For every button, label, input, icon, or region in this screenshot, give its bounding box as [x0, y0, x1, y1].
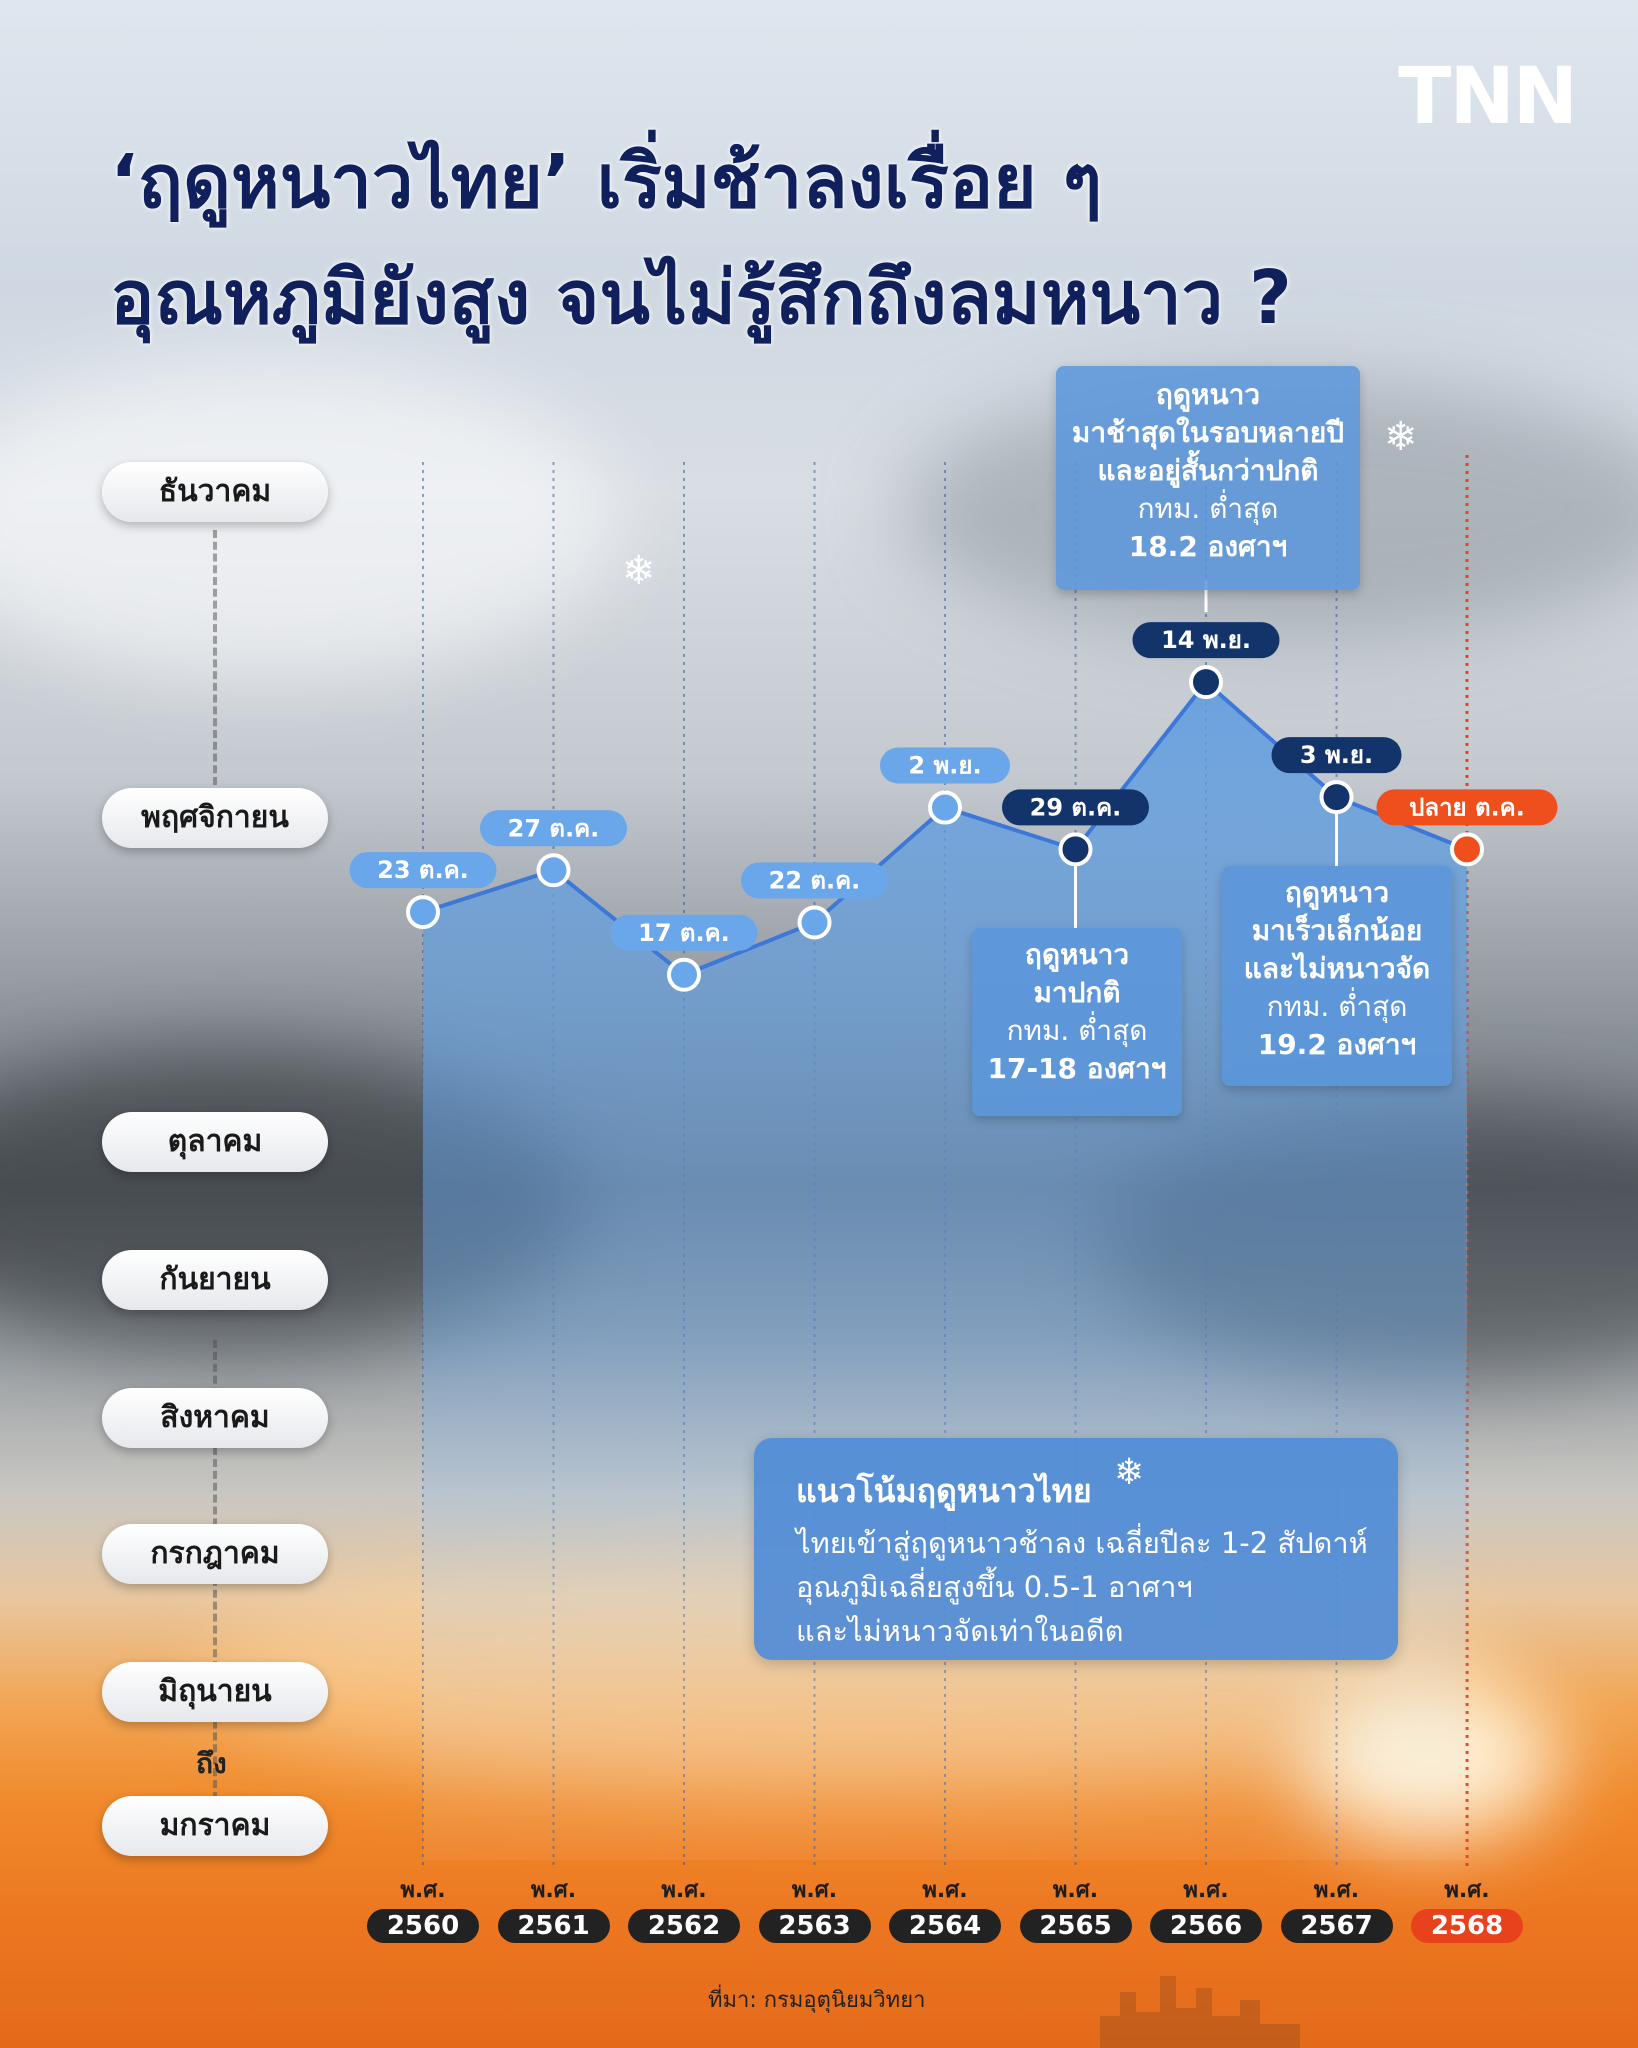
note-2566-line5: 18.2 องศาฯ — [1128, 530, 1288, 563]
note-2567-line3: และไม่หนาวจัด — [1243, 952, 1431, 985]
month-label-august: สิงหาคม — [102, 1388, 328, 1448]
note-2566-line4: กทม. ต่ำสุด — [1137, 492, 1279, 525]
source-credit: ที่มา: กรมอุตุนิยมวิทยา — [708, 1988, 926, 2013]
trend-line-3: และไม่หนาวจัดเท่าในอดีต — [796, 1614, 1124, 1648]
year-prefix: พ.ศ. — [661, 1878, 707, 1903]
year-value: 2565 — [1020, 1909, 1132, 1943]
data-point-2561 — [539, 855, 569, 885]
snowflake-icon: ❄ — [622, 548, 656, 594]
data-label-2567: 3 พ.ย. — [1299, 741, 1374, 770]
note-2566-line3: และอยู่สั้นกว่าปกติ — [1097, 454, 1319, 487]
month-label-july: กรกฎาคม — [102, 1524, 328, 1584]
data-label-2568: ปลาย ต.ค. — [1409, 793, 1525, 822]
note-2567-line4: กทม. ต่ำสุด — [1266, 990, 1408, 1023]
trend-title: แนวโน้มฤดูหนาวไทย — [796, 1472, 1092, 1510]
note-2566-line2: มาช้าสุดในรอบหลายปี — [1071, 416, 1345, 449]
note-2565-line1: ฤดูหนาว — [1024, 938, 1130, 971]
year-prefix: พ.ศ. — [922, 1878, 968, 1903]
note-2565-line2: มาปกติ — [1033, 976, 1121, 1009]
year-label-2566 — [1150, 1872, 1262, 1943]
note-2565 — [972, 928, 1182, 1116]
year-label-2560 — [367, 1872, 479, 1943]
year-prefix: พ.ศ. — [1444, 1878, 1490, 1903]
trend-line-1: ไทยเข้าสู่ฤดูหนาวช้าลง เฉลี่ยปีละ 1-2 สัปดาห์ — [796, 1526, 1368, 1560]
year-prefix: พ.ศ. — [1052, 1878, 1099, 1903]
year-label-2564 — [889, 1872, 1001, 1943]
month-label-december: ธันวาคม — [102, 462, 328, 522]
area-fill — [423, 682, 1467, 1860]
data-label-2565: 29 ต.ค. — [1029, 793, 1122, 822]
data-point-2566 — [1191, 667, 1221, 697]
year-label-2568 — [1411, 1872, 1523, 1943]
data-label-2566: 14 พ.ย. — [1161, 626, 1251, 655]
data-label-2560: 23 ต.ค. — [377, 856, 469, 885]
trend-line-2: อุณภูมิเฉลี่ยสูงขึ้น 0.5-1 อาศาฯ — [796, 1570, 1193, 1604]
data-label-2564: 2 พ.ย. — [908, 751, 982, 780]
year-value: 2562 — [628, 1909, 740, 1943]
year-value: 2563 — [759, 1909, 871, 1943]
month-range-through: ถึง — [196, 1747, 227, 1780]
year-prefix: พ.ศ. — [530, 1878, 577, 1903]
note-2565-line4: 17-18 องศาฯ — [987, 1052, 1167, 1085]
year-value: 2561 — [498, 1909, 610, 1943]
data-point-2567 — [1322, 782, 1352, 812]
year-prefix: พ.ศ. — [791, 1878, 838, 1903]
note-2566 — [1056, 366, 1360, 590]
note-2565-line3: กทม. ต่ำสุด — [1006, 1014, 1148, 1047]
year-value: 2564 — [889, 1909, 1001, 1943]
headline-line-2: อุณหภูมิยังสูง จนไม่รู้สึกถึงลมหนาว ? — [110, 255, 1292, 341]
year-label-2563 — [759, 1872, 871, 1943]
year-label-2561 — [498, 1872, 610, 1943]
snowflake-icon: ❄ — [1114, 1452, 1145, 1493]
snowflake-icon: ❄ — [1384, 414, 1418, 460]
note-2566-line1: ฤดูหนาว — [1155, 378, 1261, 411]
data-point-2565 — [1061, 834, 1091, 864]
month-label-september: กันยายน — [102, 1250, 328, 1310]
data-label-2563: 22 ต.ค. — [768, 866, 861, 895]
data-point-2564 — [930, 793, 960, 823]
data-point-2560 — [408, 897, 438, 927]
note-2567-line1: ฤดูหนาว — [1284, 876, 1390, 909]
year-label-2567 — [1281, 1872, 1393, 1943]
month-label-june: มิถุนายน — [102, 1662, 328, 1722]
headline-line-1: ‘ฤดูหนาวไทย’ เริ่มช้าลงเรื่อย ๆ — [110, 139, 1103, 225]
year-label-2565 — [1020, 1872, 1132, 1943]
note-2567 — [1222, 866, 1452, 1086]
month-label-january: มกราคม — [102, 1796, 328, 1856]
data-label-2561: 27 ต.ค. — [507, 814, 600, 843]
year-value: 2567 — [1281, 1909, 1393, 1943]
data-point-2563 — [800, 908, 830, 938]
year-prefix: พ.ศ. — [1313, 1878, 1360, 1903]
month-label-november: พฤศจิกายน — [102, 788, 328, 848]
data-point-2562 — [669, 960, 699, 990]
year-prefix: พ.ศ. — [1183, 1878, 1229, 1903]
month-label-october: ตุลาคม — [102, 1112, 328, 1172]
note-2567-line5: 19.2 องศาฯ — [1257, 1028, 1417, 1061]
year-prefix: พ.ศ. — [400, 1878, 446, 1903]
year-label-2562 — [628, 1872, 740, 1943]
year-value: 2568 — [1411, 1909, 1523, 1943]
trend-box — [754, 1438, 1398, 1660]
data-label-2562: 17 ต.ค. — [638, 918, 730, 947]
brand-logo: TNN — [1398, 52, 1576, 142]
year-value: 2566 — [1150, 1909, 1262, 1943]
year-value: 2560 — [367, 1909, 479, 1943]
note-2567-line2: มาเร็วเล็กน้อย — [1251, 914, 1423, 947]
data-point-2568 — [1452, 834, 1482, 864]
